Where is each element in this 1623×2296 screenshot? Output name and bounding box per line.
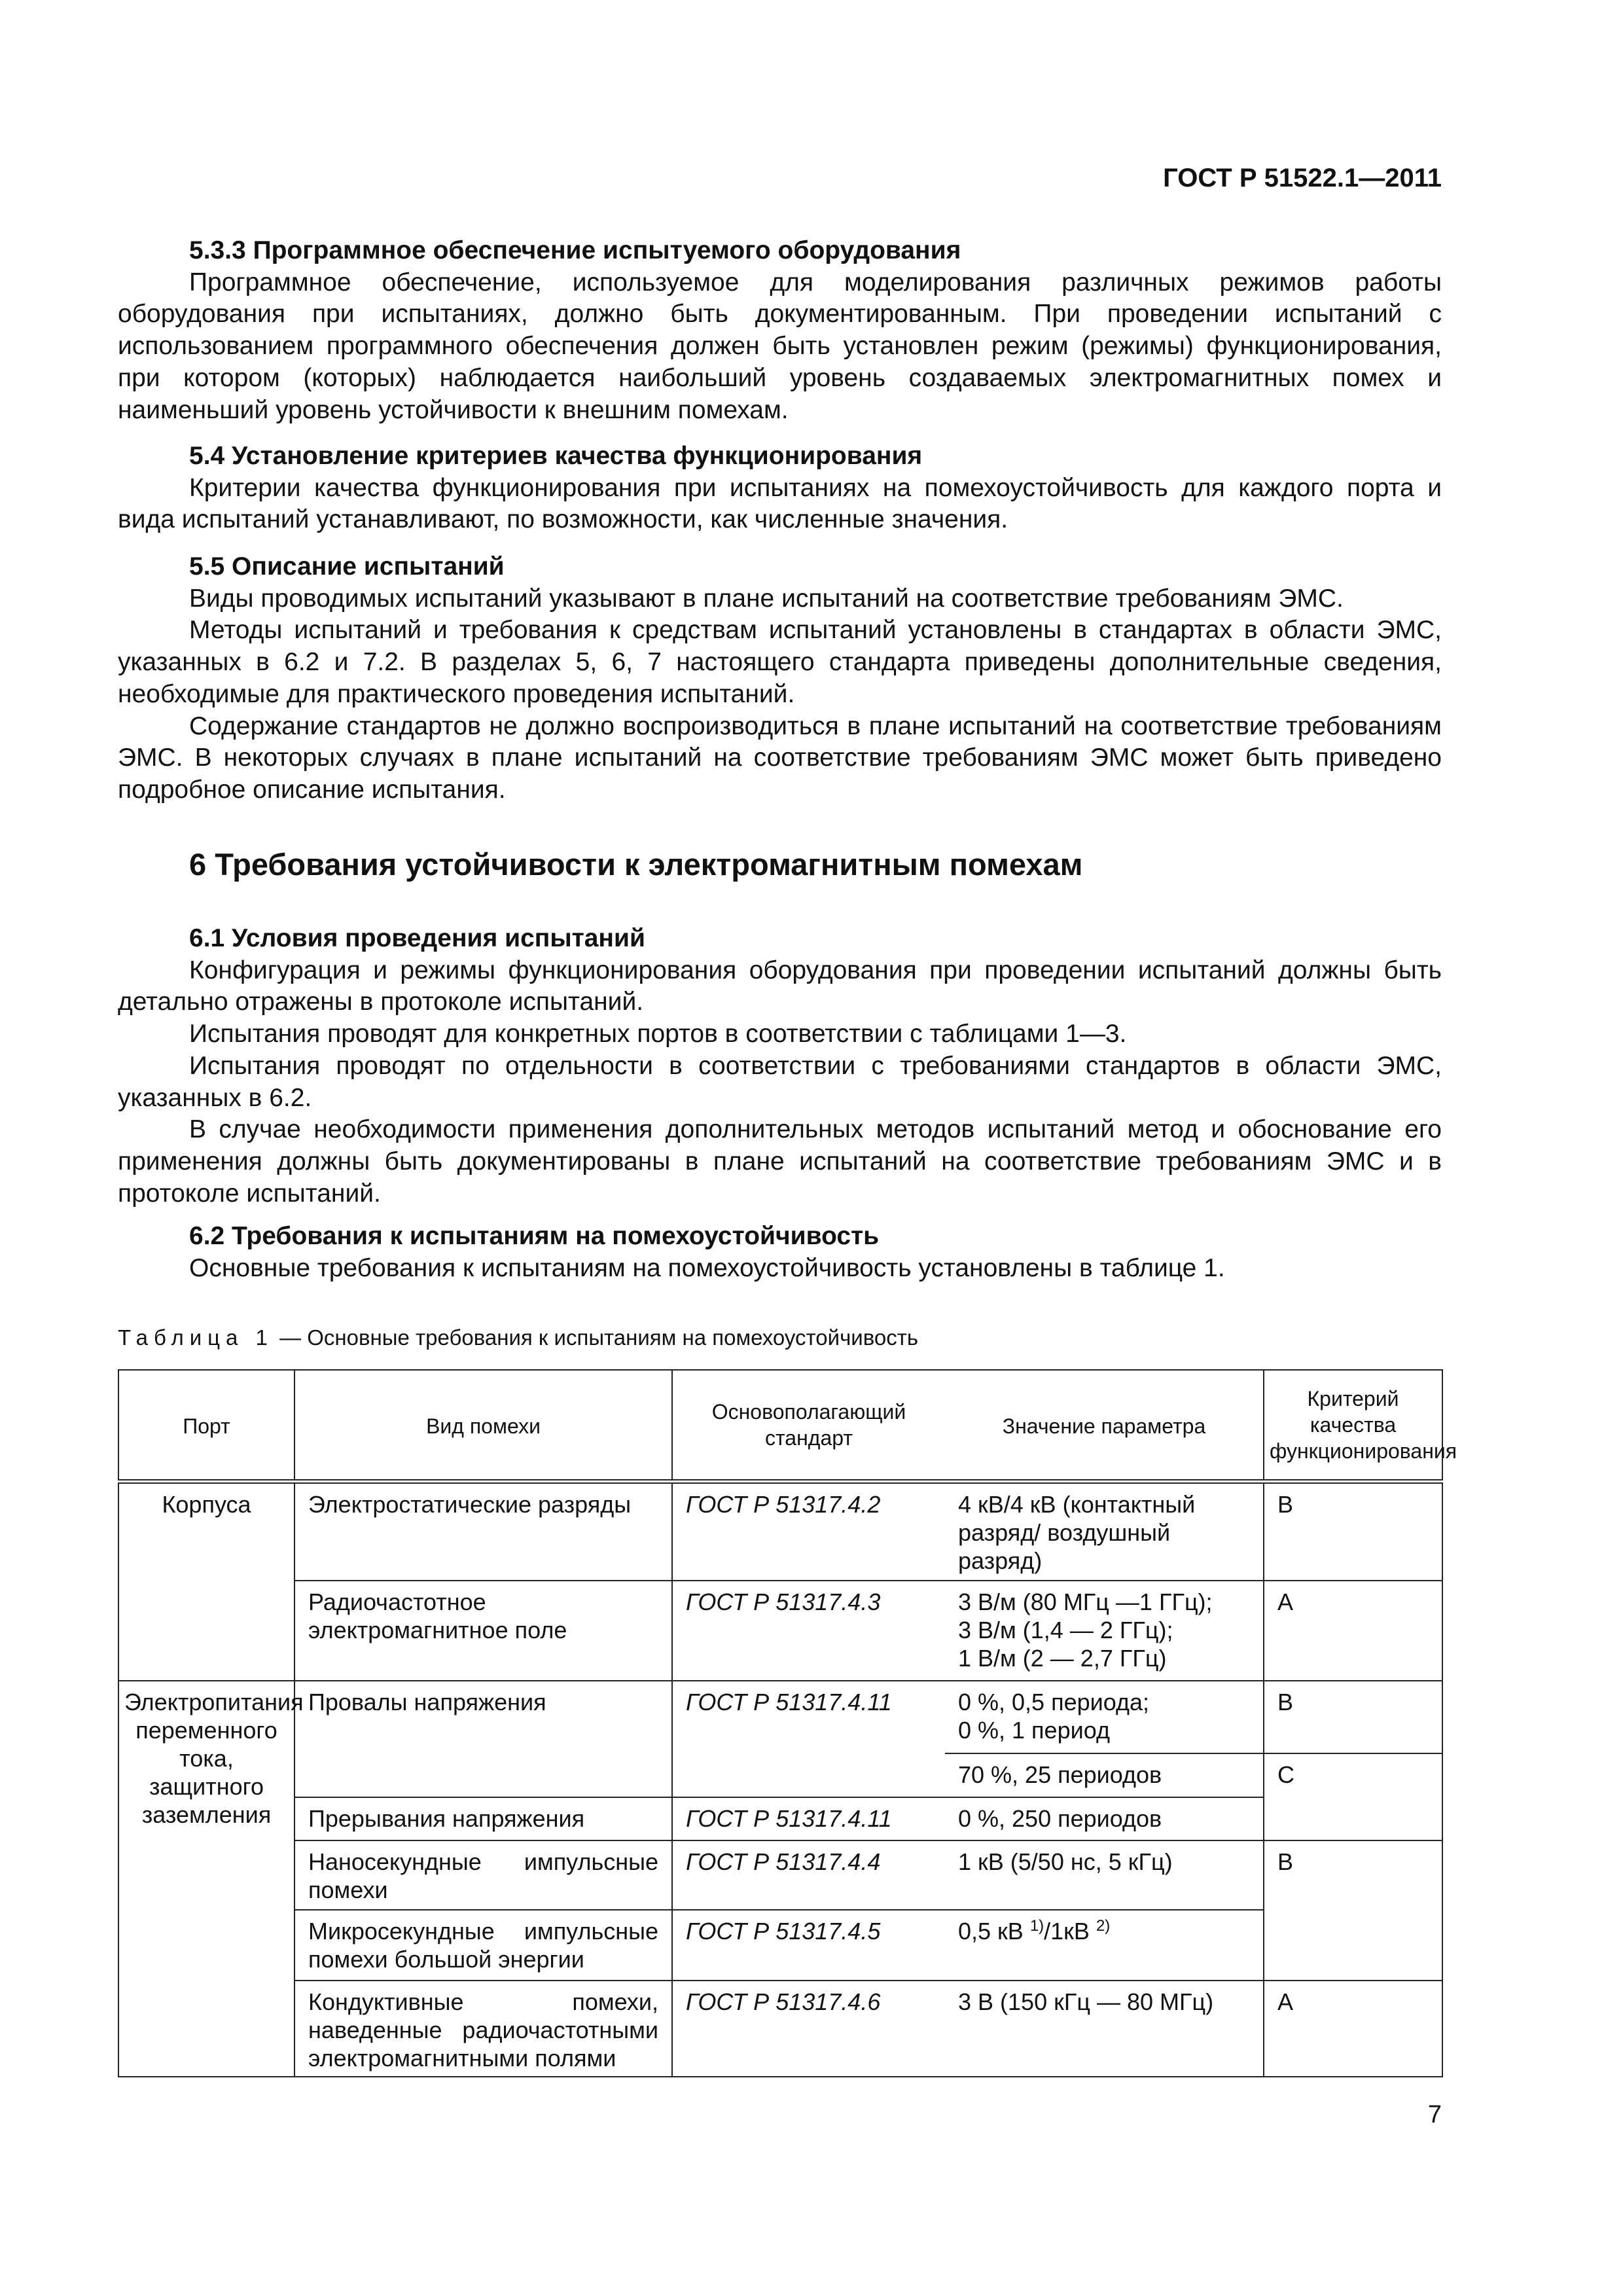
table-row xyxy=(118,1681,1442,1753)
type-cell: Радиочастотное электромагнитное поле xyxy=(294,1581,672,1681)
section-6-1 xyxy=(118,923,1442,1210)
criterion-cell: A xyxy=(1264,1581,1442,1681)
value-line: 0 %, 1 период xyxy=(958,1716,1110,1744)
standard-cell: ГОСТ Р 51317.4.11 xyxy=(672,1681,945,1797)
table-row xyxy=(118,1910,1442,1981)
section-6 xyxy=(118,846,1442,884)
table-header-row xyxy=(118,1370,1442,1482)
table-row xyxy=(118,1482,1442,1581)
section-5-3-3 xyxy=(118,235,1442,426)
page-number: 7 xyxy=(1427,2101,1442,2128)
paragraph: Методы испытаний и требования к средствам испытаний установлены в стандартах в области ЭМС, указанных в 6.2 и 7.2. В разделах 5, 6, 7 настоящего стандарта приведены дополнительные сведения, необходимые для практического проведения испытаний. xyxy=(118,616,1442,708)
value-line: 3 В/м (1,4 — 2 ГГц); xyxy=(958,1616,1173,1643)
section-heading: 5.5 Описание испытаний xyxy=(189,552,505,581)
section-heading: 6.2 Требования к испытаниям на помехоустойчивость xyxy=(189,1222,880,1250)
footnote-ref: 2) xyxy=(1096,1916,1111,1935)
standard-cell: ГОСТ Р 51317.4.3 xyxy=(672,1581,945,1681)
standard-cell: ГОСТ Р 51317.4.2 xyxy=(672,1482,945,1581)
footnote-ref: 1) xyxy=(1029,1916,1044,1935)
type-cell: Микросекундные импульсные помехи большой энергии xyxy=(294,1910,672,1981)
section-6-2 xyxy=(118,1221,1442,1284)
criterion-cell: A xyxy=(1264,1981,1442,2077)
table-caption xyxy=(118,1325,918,1350)
paragraph: В случае необходимости применения дополнительных методов испытаний метод и обоснование его применения должны быть документированы в плане испытаний на соответствие требованиям ЭМС и в протоколе испытаний. xyxy=(118,1115,1442,1208)
type-cell: Электростатические разряды xyxy=(294,1482,672,1581)
chapter-heading: 6 Требования устойчивости к электромагнитным помехам xyxy=(189,847,1083,882)
table-row xyxy=(118,1581,1442,1681)
section-5-4 xyxy=(118,440,1442,536)
value-cell xyxy=(945,1581,1264,1681)
paragraph: Содержание стандартов не должно воспроизводиться в плане испытаний на соответствие требованиям ЭМС. В некоторых случаях в плане испытаний на соответствие требованиям ЭМС может быть приведено подробное описание испытания. xyxy=(118,711,1442,804)
standard-cell: ГОСТ Р 51317.4.6 xyxy=(672,1981,945,2077)
table-row xyxy=(118,1981,1442,2077)
table-row xyxy=(118,1840,1442,1910)
criterion-cell: B xyxy=(1264,1681,1442,1753)
value-line: 1 В/м (2 — 2,7 ГГц) xyxy=(958,1644,1167,1672)
value-cell: 4 кВ/4 кВ (контактный разряд/ воздушный разряд) xyxy=(945,1482,1264,1581)
value-line: 3 В/м (80 МГц —1 ГГц); xyxy=(958,1588,1213,1615)
port-cell: Электропитания переменного тока, защитного заземления xyxy=(118,1681,294,2077)
section-5-5 xyxy=(118,551,1442,806)
caption-label: Таблица 1 xyxy=(118,1325,274,1350)
value-cell: 70 %, 25 периодов xyxy=(945,1753,1264,1797)
type-cell: Наносекундные импульсные помехи xyxy=(294,1840,672,1910)
section-heading: 5.4 Установление критериев качества функционирования xyxy=(189,442,923,470)
value-cell xyxy=(945,1910,1264,1981)
criterion-cell: C xyxy=(1264,1753,1442,1840)
document-header: ГОСТ Р 51522.1—2011 xyxy=(1163,164,1442,192)
type-cell: Прерывания напряжения xyxy=(294,1797,672,1840)
standard-cell: ГОСТ Р 51317.4.5 xyxy=(672,1910,945,1981)
standard-cell: ГОСТ Р 51317.4.4 xyxy=(672,1840,945,1910)
caption-text: — Основные требования к испытаниям на помехоустойчивость xyxy=(273,1325,919,1350)
criterion-cell: B xyxy=(1264,1482,1442,1581)
value-cell xyxy=(945,1681,1264,1753)
type-cell: Провалы напряжения xyxy=(294,1681,672,1797)
requirements-table xyxy=(118,1369,1457,2077)
col-header-type: Вид помехи xyxy=(294,1370,672,1482)
paragraph: Виды проводимых испытаний указывают в плане испытаний на соответствие требованиям ЭМС. xyxy=(189,584,1344,613)
col-header-criterion: Критерий качества функционирования xyxy=(1264,1370,1442,1482)
col-header-port: Порт xyxy=(118,1370,294,1482)
value-cell: 3 В (150 кГц — 80 МГц) xyxy=(945,1981,1264,2077)
paragraph: Критерии качества функционирования при испытаниях на помехоустойчивость для каждого порта и вида испытаний устанавливают, по возможности, как численные значения. xyxy=(118,473,1442,534)
paragraph: Испытания проводят по отдельности в соответствии с требованиями стандартов в области ЭМС, указанных в 6.2. xyxy=(118,1051,1442,1112)
col-header-value: Значение параметра xyxy=(945,1370,1264,1482)
value-cell: 0 %, 250 периодов xyxy=(945,1797,1264,1840)
criterion-cell: B xyxy=(1264,1840,1442,1981)
paragraph: Основные требования к испытаниям на помехоустойчивость установлены в таблице 1. xyxy=(189,1253,1225,1282)
section-heading: 6.1 Условия проведения испытаний xyxy=(189,924,645,952)
section-heading: 5.3.3 Программное обеспечение испытуемого оборудования xyxy=(189,236,961,264)
paragraph: Испытания проводят для конкретных портов в соответствии с таблицами 1—3. xyxy=(189,1020,1127,1049)
value-line: 0 %, 0,5 периода; xyxy=(958,1688,1149,1715)
value-cell: 1 кВ (5/50 нс, 5 кГц) xyxy=(945,1840,1264,1910)
standard-cell: ГОСТ Р 51317.4.11 xyxy=(672,1797,945,1840)
type-cell: Кондуктивные помехи, наведенные радиочастотными электромагнитными полями xyxy=(294,1981,672,2077)
col-header-standard: Основополагающий стандарт xyxy=(672,1370,945,1482)
table-row xyxy=(118,1797,1442,1840)
value-part: /1кВ xyxy=(1044,1917,1096,1945)
paragraph: Конфигурация и режимы функционирования оборудования при проведении испытаний должны быть детально отражены в протоколе испытаний. xyxy=(118,956,1442,1016)
value-part: 0,5 кВ xyxy=(958,1917,1030,1945)
paragraph: Программное обеспечение, используемое для моделирования различных режимов работы оборудования при испытаниях, должно быть документированным. При проведении испытаний с использованием программного обеспечения должен быть установлен режим (режимы) функционирования, при котором (которых) наблюдается наибольший уровень создаваемых электромагнитных помех и наименьший уровень устойчивости к внешним помехам. xyxy=(118,268,1442,424)
port-cell: Корпуса xyxy=(118,1482,294,1681)
